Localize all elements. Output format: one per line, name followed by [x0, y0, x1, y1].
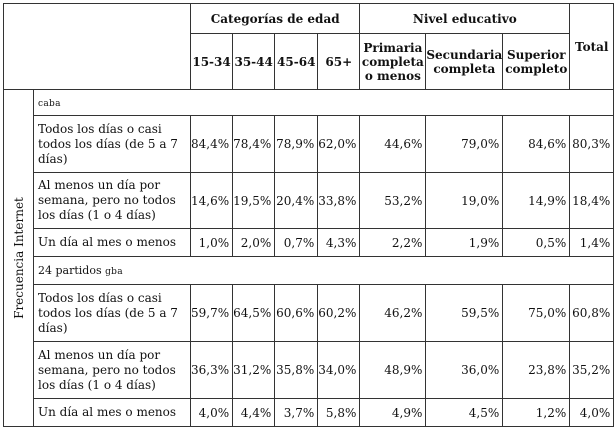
row-label: Al menos un día por semana, pero no todos los días (1 o 4 días)	[34, 342, 191, 399]
value-cell: 20,4%	[275, 173, 318, 229]
age-col-header: 15-34	[191, 34, 233, 90]
frequency-table	[3, 3, 614, 427]
value-cell: 78,4%	[233, 116, 275, 173]
value-cell: 64,5%	[233, 285, 275, 342]
value-cell: 31,2%	[233, 342, 275, 399]
value-cell: 4,4%	[233, 399, 275, 427]
value-cell: 4,5%	[426, 399, 503, 427]
value-cell: 2,0%	[233, 229, 275, 257]
value-cell: 23,8%	[503, 342, 570, 399]
value-cell: 44,6%	[360, 116, 426, 173]
value-cell: 3,7%	[275, 399, 318, 427]
value-cell: 5,8%	[318, 399, 360, 427]
table-row	[4, 116, 614, 173]
value-cell: 84,6%	[503, 116, 570, 173]
edu-col-header: Superior completo	[503, 34, 570, 90]
age-col-header: 45-64	[275, 34, 318, 90]
value-cell: 1,2%	[503, 399, 570, 427]
table-row	[4, 285, 614, 342]
value-cell: 53,2%	[360, 173, 426, 229]
value-cell: 1,0%	[191, 229, 233, 257]
value-cell: 19,0%	[426, 173, 503, 229]
value-cell: 62,0%	[318, 116, 360, 173]
value-cell: 60,6%	[275, 285, 318, 342]
value-cell: 4,0%	[191, 399, 233, 427]
value-cell: 60,8%	[570, 285, 614, 342]
row-label: Todos los días o casi todos los días (de 5 a 7 días)	[34, 285, 191, 342]
age-group-header: Categorías de edad	[191, 4, 360, 34]
side-label-cell	[4, 90, 34, 427]
value-cell: 80,3%	[570, 116, 614, 173]
value-cell: 60,2%	[318, 285, 360, 342]
value-cell: 59,5%	[426, 285, 503, 342]
row-label: Un día al mes o menos	[34, 229, 191, 257]
value-cell: 78,9%	[275, 116, 318, 173]
row-label: Al menos un día por semana, pero no todos los días (1 o 4 días)	[34, 173, 191, 229]
table-row	[4, 342, 614, 399]
value-cell: 46,2%	[360, 285, 426, 342]
value-cell: 19,5%	[233, 173, 275, 229]
value-cell: 1,4%	[570, 229, 614, 257]
row-label: Todos los días o casi todos los días (de 5 a 7 días)	[34, 116, 191, 173]
age-col-header: 65+	[318, 34, 360, 90]
value-cell: 4,3%	[318, 229, 360, 257]
value-cell: 14,9%	[503, 173, 570, 229]
value-cell: 34,0%	[318, 342, 360, 399]
region-prefix: 24 partidos	[38, 264, 106, 277]
value-cell: 1,9%	[426, 229, 503, 257]
edu-col-header: Secundaria completa	[426, 34, 503, 90]
region-row-caba	[34, 90, 614, 116]
value-cell: 48,9%	[360, 342, 426, 399]
value-cell: 59,7%	[191, 285, 233, 342]
value-cell: 0,7%	[275, 229, 318, 257]
edu-group-header: Nivel educativo	[360, 4, 570, 34]
corner-empty-cell	[4, 4, 191, 90]
value-cell: 2,2%	[360, 229, 426, 257]
value-cell: 36,3%	[191, 342, 233, 399]
value-cell: 35,8%	[275, 342, 318, 399]
side-label: Frecuencia Internet	[11, 197, 26, 319]
region-label: gba	[105, 267, 123, 277]
region-label: caba	[38, 99, 61, 109]
value-cell: 79,0%	[426, 116, 503, 173]
value-cell: 14,6%	[191, 173, 233, 229]
value-cell: 84,4%	[191, 116, 233, 173]
table-row	[4, 229, 614, 257]
value-cell: 18,4%	[570, 173, 614, 229]
value-cell: 4,0%	[570, 399, 614, 427]
age-col-header: 35-44	[233, 34, 275, 90]
region-row-gba	[34, 257, 614, 285]
table-row	[4, 173, 614, 229]
value-cell: 75,0%	[503, 285, 570, 342]
value-cell: 0,5%	[503, 229, 570, 257]
total-header: Total	[570, 4, 614, 90]
edu-col-header: Primaria completa o menos	[360, 34, 426, 90]
value-cell: 36,0%	[426, 342, 503, 399]
value-cell: 4,9%	[360, 399, 426, 427]
value-cell: 33,8%	[318, 173, 360, 229]
row-label: Un día al mes o menos	[34, 399, 191, 427]
table-row	[4, 399, 614, 427]
value-cell: 35,2%	[570, 342, 614, 399]
